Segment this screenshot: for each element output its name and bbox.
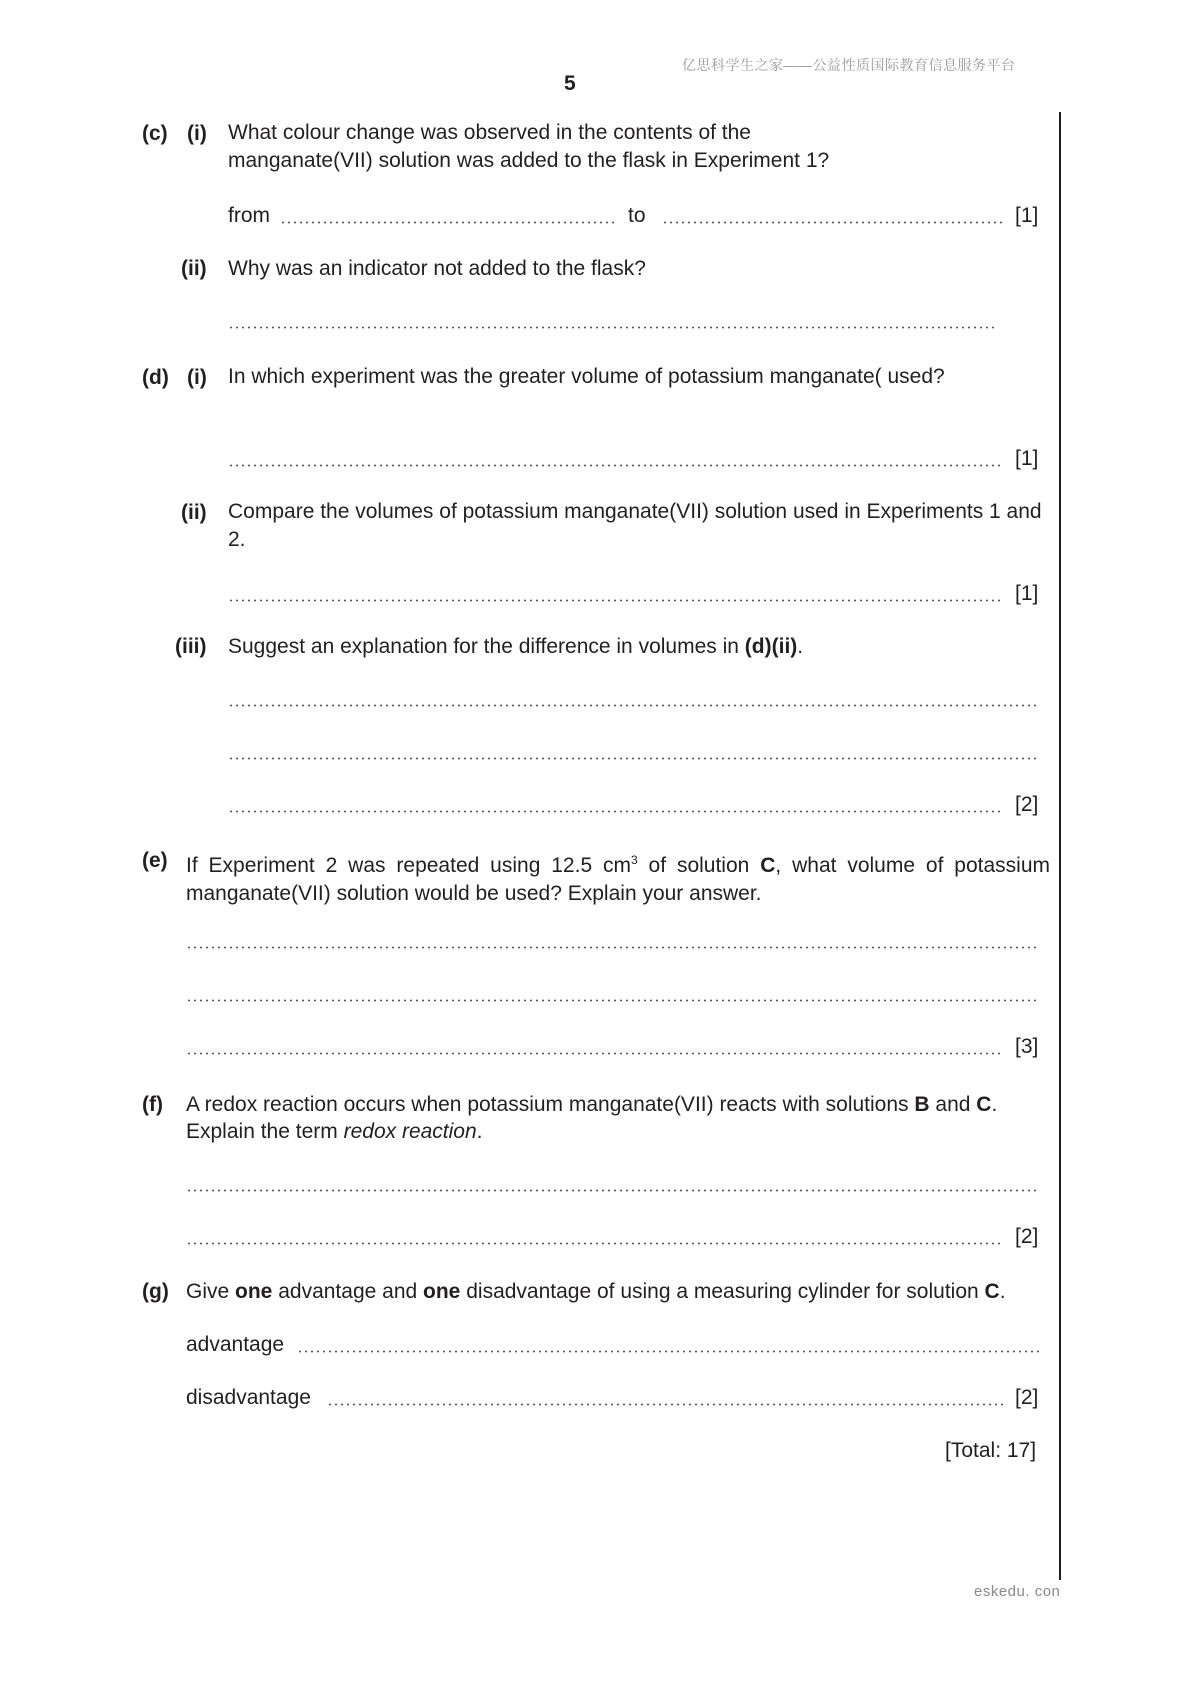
to-label: to — [628, 204, 646, 227]
part-f-question-line1 — [186, 1093, 997, 1117]
part-f-q-part2: and — [935, 1093, 971, 1116]
answer-line-f-2[interactable] — [186, 1242, 1004, 1245]
part-e-q-part3: , what volume of potassium manganate(VII) solution would be used? Explain your answer. — [186, 854, 1050, 905]
part-e-question — [186, 846, 1050, 908]
marks-f: [2] — [1015, 1225, 1039, 1248]
part-d-i-question — [228, 363, 948, 391]
part-d-iii-question — [228, 635, 803, 659]
marks-d-i: [1] — [1015, 447, 1039, 470]
part-g-question — [186, 1280, 1006, 1304]
part-e-q-part2: of solution — [637, 854, 750, 877]
part-f-q-part1: A redox reaction occurs when potassium manganate(VII) reacts with solutions — [186, 1093, 909, 1116]
part-d-i-label: (i) — [187, 366, 207, 389]
part-g-q-part2: advantage and — [278, 1280, 418, 1303]
part-f-q-bold2: C — [976, 1093, 992, 1116]
from-label: from — [228, 204, 270, 227]
part-d-iii-question-ref: (d)(ii) — [744, 635, 798, 658]
part-c-label: (c) — [142, 122, 168, 145]
part-g-q-part1: Give — [186, 1280, 230, 1303]
disadvantage-label: disadvantage — [186, 1386, 311, 1409]
marks-e: [3] — [1015, 1035, 1039, 1058]
marks-g: [2] — [1015, 1386, 1039, 1409]
part-g-q-part3: disadvantage of using a measuring cylinder for solution — [466, 1280, 979, 1303]
part-d-ii-question-text: Compare the volumes of potassium manganate(VII) solution used in Experiments 1 and 2. — [228, 500, 1042, 551]
part-f-question-line2 — [186, 1120, 483, 1144]
part-e-label: (e) — [142, 849, 168, 872]
advantage-label: advantage — [186, 1333, 285, 1356]
answer-line-d-iii-1[interactable] — [228, 704, 1040, 707]
part-f-q-line2-start: Explain the term — [186, 1120, 338, 1143]
part-f-q-bold1: B — [914, 1093, 930, 1116]
part-g-q-bold2: one — [423, 1280, 461, 1303]
part-d-i-question-text: In which experiment was the greater volume of potassium manganate( used? — [228, 365, 945, 388]
answer-line-c-ii[interactable] — [228, 326, 998, 329]
part-e-q-bold: C — [760, 854, 776, 877]
part-c-i-question-text: What colour change was observed in the contents of the manganate(VII) solution was added to the flask in Experiment 1? — [228, 121, 830, 172]
margin-rule — [1059, 112, 1061, 1580]
marks-c-i: [1] — [1015, 204, 1039, 227]
part-g-q-bold3: C — [984, 1280, 1000, 1303]
part-f-q-line2-italic: redox reaction — [343, 1120, 477, 1143]
part-c-i-label: (i) — [187, 122, 207, 145]
answer-line-e-2[interactable] — [186, 999, 1040, 1002]
answer-line-f-1[interactable] — [186, 1189, 1040, 1192]
answer-line-d-i[interactable] — [228, 464, 1004, 467]
to-answer-line[interactable] — [662, 221, 1004, 224]
page-number: 5 — [564, 72, 576, 95]
answer-line-d-iii-3[interactable] — [228, 810, 1004, 813]
answer-line-d-iii-2[interactable] — [228, 757, 1040, 760]
answer-line-e-3[interactable] — [186, 1052, 1004, 1055]
advantage-answer-line[interactable] — [297, 1350, 1040, 1353]
watermark-header: 亿思科学生之家——公益性质国际教育信息服务平台 — [682, 57, 1016, 73]
part-g-label: (g) — [142, 1280, 169, 1303]
part-g-q-bold1: one — [235, 1280, 273, 1303]
part-d-ii-label: (ii) — [181, 501, 207, 524]
part-e-q-sup: 3 — [631, 853, 638, 867]
part-d-ii-question — [228, 498, 1050, 554]
part-c-i-question — [228, 119, 888, 175]
answer-line-e-1[interactable] — [186, 946, 1040, 949]
answer-line-d-ii[interactable] — [228, 599, 1004, 602]
part-f-q-part3: . — [991, 1093, 998, 1116]
part-f-label: (f) — [142, 1093, 163, 1116]
part-c-ii-question: Why was an indicator not added to the flask? — [228, 257, 646, 280]
marks-d-iii: [2] — [1015, 793, 1039, 816]
part-c-ii-label: (ii) — [181, 257, 207, 280]
part-d-iii-question-end: . — [797, 635, 804, 658]
disadvantage-answer-line[interactable] — [327, 1403, 1004, 1406]
part-f-q-line2-end: . — [476, 1120, 483, 1143]
part-d-iii-label: (iii) — [175, 635, 207, 658]
marks-d-ii: [1] — [1015, 582, 1039, 605]
total-marks: [Total: 17] — [945, 1439, 1037, 1462]
footer-site: eskedu. con — [974, 1583, 1061, 1600]
part-d-iii-question-start: Suggest an explanation for the difference in volumes in — [228, 635, 739, 658]
part-g-q-part4: . — [999, 1280, 1006, 1303]
part-e-q-part1: If Experiment 2 was repeated using 12.5 cm — [186, 854, 631, 877]
from-answer-line[interactable] — [280, 221, 616, 224]
part-d-label: (d) — [142, 366, 169, 389]
